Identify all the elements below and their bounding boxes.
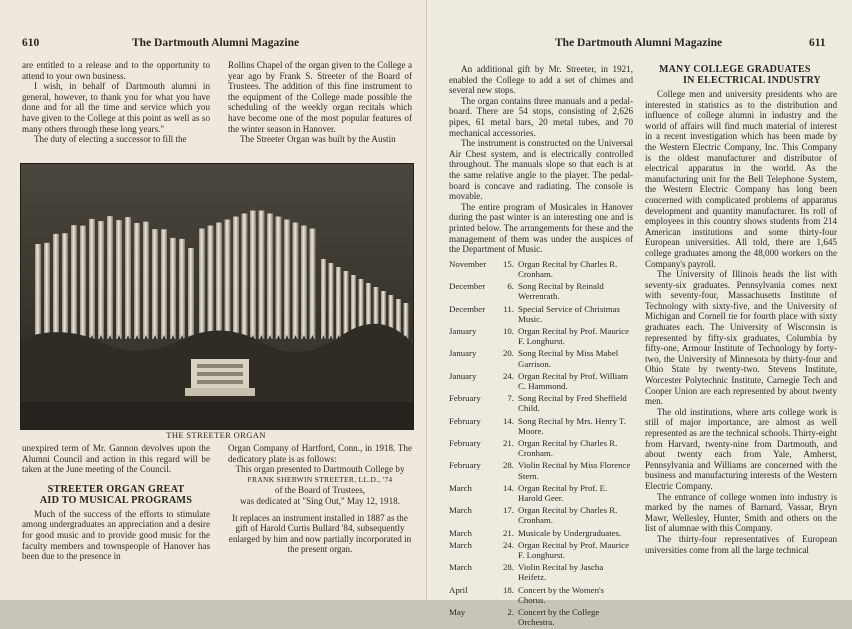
program-event: Song Recital by Mrs. Henry T. Moore. [518, 415, 626, 436]
left-col2-top [228, 60, 412, 145]
program-month: November [449, 258, 487, 269]
right-col2-para-1: College men and university presidents who are interested in statistics as to the distribution and influence of college alumni in industry and the world of affairs will find much material of interest in a recent investigation which has been made by the Western Electric Company, Inc. This Company is the oldest manufacturer and distributor of electrical apparatus in the world. As the manufacturing unit for the Bell Telephone System, the Western Electric Company has long been concerned with complicated problems of apparatus development and quantity manufacturer. Its roll of employees in this country shows students from 214 American institutions and some thirty-four European universities. All told, there are 1,645 college graduates among the 48,000 workers on the Company's payroll. [645, 89, 837, 269]
program-day: 14. [503, 482, 514, 493]
program-day: 24. [503, 539, 514, 550]
program-row [449, 326, 633, 348]
program-row [449, 505, 633, 527]
organ-pipe [143, 222, 149, 349]
organ-pipe [89, 219, 95, 349]
program-row [449, 371, 633, 393]
right-col1 [449, 64, 633, 629]
program-event: Song Recital by Miss Mabel Garrison. [518, 348, 619, 369]
program-row [449, 540, 633, 562]
organ-pipe [250, 211, 256, 350]
program-day: 18. [503, 584, 514, 595]
program-event: Concert by the College Orchestra. [518, 606, 600, 628]
program-row [449, 585, 633, 607]
organ-pipe [242, 214, 248, 350]
program-event: Organ Recital by Charles R. Cronham. [518, 258, 618, 279]
electrical-heading-line1: MANY COLLEGE GRADUATES [659, 64, 811, 75]
dedication-line-2: FRANK SHERWIN STREETER, LL.D., '74 [247, 474, 393, 484]
organ-photograph [20, 163, 414, 430]
right-col1-para-2: The organ contains three manuals and a pedal-board. There are 54 stops, consisting of 2,626 pipes, 61 metal bars, 20 metal tubes, and 70 mechanical accessories. [449, 95, 633, 138]
program-month: March [449, 562, 472, 573]
program-row [449, 528, 633, 540]
organ-pipe [98, 221, 104, 349]
left-page [0, 0, 426, 600]
organ-pipe [53, 234, 59, 349]
organ-pipe [134, 223, 140, 349]
program-day: 14. [503, 415, 514, 426]
program-month: December [449, 303, 486, 314]
program-day: 20. [503, 348, 514, 359]
organ-pipe [125, 217, 131, 349]
program-event: Violin Recital by Miss Florence Stern. [518, 460, 631, 481]
organ-pipe [80, 226, 86, 349]
right-magazine-title: The Dartmouth Alumni Magazine [555, 37, 723, 49]
program-day: 7. [507, 393, 514, 404]
program-row [449, 416, 633, 438]
program-event: Song Recital by Fred Sheffield Child. [518, 393, 627, 414]
program-month: December [449, 281, 486, 292]
organ-pipe [62, 233, 68, 349]
program-month: March [449, 482, 472, 493]
program-day: 2. [507, 606, 514, 617]
program-month: January [449, 370, 477, 381]
program-day: 17. [503, 505, 514, 516]
program-event: Song Recital by Reinald Werrenrath. [518, 281, 604, 302]
right-col2-para-2: The University of Illinois heads the list with seventy-six graduates. Pennsylvania comes next with seventy-four, Massachusetts Institute of Technology with sixty-five, and the University of Michigan and Cornell tie for fourth place with sixty graduates each. The University of Wisconsin is represented by fifty-six graduates, Columbia by fifty-one, Armour Institute of Technology by forty-two, the University of Minnesota by thirty-four and Ohio State by twenty-two. Stevens Institute, Worcester Polytechnic Institute, Carnegie Tech and Cooper Union are each represented by about twenty men. [645, 269, 837, 407]
organ-pipe [276, 217, 282, 350]
left-col2-bottom-para-1: Organ Company of Hartford, Conn., in 1918. The dedicatory plate is as follows: [228, 443, 412, 464]
right-col2-para-4: The entrance of college women into industry is marked by the names of Barnard, Vassar, Bryn Mawr, Wellesley, Hunter, Smith and others on the list of alumnae with this Company. [645, 491, 837, 534]
program-month: April [449, 584, 468, 595]
organ-pipe [293, 223, 299, 350]
program-day: 21. [503, 437, 514, 448]
left-col2-bottom-para-2: It replaces an instrument installed in 1887 as the gift of Harold Curtis Bullard '84, subsequently enlarged by him and now partially incorporated in the present organ. [228, 512, 412, 555]
program-event: Organ Recital by Prof. Maurice F. Longhurst. [518, 539, 629, 560]
dedication-line-1: This organ presented to Dartmouth College by [235, 464, 405, 475]
program-row [449, 393, 633, 415]
electrical-industry-heading [645, 64, 837, 86]
left-col1-para-3: The duty of electing a successor to fill the [34, 134, 187, 145]
program-event: Organ Recital by Charles R. Cronham. [518, 505, 618, 526]
program-month: February [449, 460, 481, 471]
organ-pipe [188, 248, 194, 349]
left-magazine-title: The Dartmouth Alumni Magazine [132, 37, 300, 49]
dedication-line-4: was dedicated at "Sing Out," May 12, 1918. [240, 495, 400, 506]
program-day: 6. [507, 281, 514, 292]
program-row [449, 259, 633, 281]
organ-pipes-image [21, 164, 413, 429]
program-month: February [449, 437, 481, 448]
organ-pipe [161, 229, 167, 349]
organ-pipe [199, 229, 205, 350]
organ-pipe [116, 220, 122, 349]
program-month: March [449, 527, 472, 538]
program-row [449, 483, 633, 505]
program-day: 28. [503, 460, 514, 471]
program-day: 15. [503, 258, 514, 269]
left-col1-top [22, 60, 210, 145]
program-day: 28. [503, 562, 514, 573]
left-col2-bottom [228, 443, 412, 555]
organ-pipe [71, 225, 77, 349]
program-event: Violin Recital by Jascha Heifetz. [518, 562, 604, 583]
right-page-number: 611 [809, 37, 826, 49]
organ-pipe [107, 216, 113, 349]
right-col2 [645, 64, 837, 555]
left-col1-para-1: are entitled to a release and to the opportunity to attend to your own business. [22, 60, 210, 81]
streeter-heading-line1: STREETER ORGAN GREAT [47, 483, 185, 495]
right-page [426, 0, 852, 628]
organ-pipe [267, 214, 273, 350]
right-col2-para-5: The thirty-four representatives of European universities come from all the large technical [645, 533, 837, 555]
program-month: May [449, 606, 466, 617]
organ-pipe [233, 217, 239, 350]
electrical-heading-line2: IN ELECTRICAL INDUSTRY [683, 75, 821, 86]
organ-pipe [225, 220, 231, 350]
program-month: March [449, 539, 472, 550]
program-event: Special Service of Christmas Music. [518, 303, 620, 324]
organ-pipe [259, 211, 265, 350]
right-col2-para-3: The old institutions, where arts college work is still of major importance, are almost as well represented as are the technical schools. Thirty-eight from Harvard, twenty-nine from Dartmouth, and about twenty each from Yale, Amherst, Pennsylvania and Williams are concerned with the business and manufacturing interests of the Western Electric Company. [645, 406, 837, 491]
program-event: Organ Recital by Prof. William C. Hammond. [518, 370, 628, 391]
organ-pipe [310, 229, 316, 350]
program-month: March [449, 505, 472, 516]
program-month: February [449, 415, 481, 426]
organ-pipe [35, 244, 41, 349]
dedication-line-3: of the Board of Trustees, [274, 485, 366, 496]
program-event: Organ Recital by Prof. Maurice F. Longhurst. [518, 325, 629, 347]
program-row [449, 562, 633, 584]
organ-pipe [284, 220, 290, 350]
program-month: January [449, 325, 477, 336]
organ-pipe [208, 226, 214, 350]
left-col2-para-2: The Streeter Organ was built by the Austin [240, 134, 396, 145]
left-col2-para-1: Rollins Chapel of the organ given to the College a year ago by Frank S. Streeter of the Board of Trustees. The addition of this fine instrument to the equipment of the College made possible the scheduling of the weekly organ recitals which have become one of the most popular features of the winter season in Hanover. [228, 60, 412, 134]
program-event: Concert by the Women's Chorus. [518, 584, 604, 605]
program-row [449, 438, 633, 460]
left-col1-after-heading: Much of the success of the efforts to stimulate among undergraduates an appreciation and a desire for good music and to provide good music for the faculty members and townspeople of Hanover has been due to the presence in [22, 508, 210, 562]
program-day: 10. [503, 325, 514, 336]
program-day: 24. [503, 370, 514, 381]
program-month: February [449, 393, 481, 404]
photo-caption: THE STREETER ORGAN [166, 430, 266, 440]
program-row [449, 281, 633, 303]
program-row [449, 304, 633, 326]
program-event: Organ Recital by Prof. E. Harold Geer. [518, 482, 608, 503]
organ-pipe [301, 226, 307, 350]
streeter-heading-line2: AID TO MUSICAL PROGRAMS [39, 494, 193, 506]
program-event: Organ Recital by Charles R. Cronham. [518, 437, 618, 459]
program-month: January [449, 348, 477, 359]
program-row [449, 607, 633, 629]
organ-pipe [216, 223, 222, 350]
right-col1-para-1: An additional gift by Mr. Streeter, in 1921, enabled the College to add a set of chimes and several new stops. [449, 64, 633, 96]
program-day: 11. [503, 303, 514, 314]
program-day: 21. [503, 527, 514, 538]
program-row [449, 348, 633, 370]
left-col1-para-2: I wish, in behalf of Dartmouth alumni in general, however, to thank you for what you have done and for all the time and service which you have given to the College at this point as well as so many others through these long years." [22, 81, 210, 134]
program-row [449, 460, 633, 482]
left-col1-bottom-para: unexpired term of Mr. Gannon devolves upon the Alumni Council and action in this regard will be taken at the June meeting of the Council. [22, 443, 210, 475]
right-col1-para-3: The instrument is constructed on the Universal Air Chest system, and is electrically controlled throughout. The manuals slope so that each is at the same relative angle to the player. The pedal-board is concave and radiating. The console is movable. [449, 138, 633, 202]
right-col1-para-4: The entire program of Musicales in Hanover during the past winter is an interesting one and is printed below. The arrangements for these and the management of them was under the auspices of the Department of Music. [449, 201, 633, 255]
streeter-organ-heading [22, 484, 210, 506]
left-col1-bottom [22, 443, 210, 562]
organ-pipe [170, 238, 176, 349]
organ-pipe [152, 229, 158, 349]
program-event: Musicale by Undergraduates. [518, 527, 622, 538]
left-page-number: 610 [22, 37, 40, 49]
musicale-program-table [449, 259, 633, 629]
organ-pipe [179, 239, 185, 349]
